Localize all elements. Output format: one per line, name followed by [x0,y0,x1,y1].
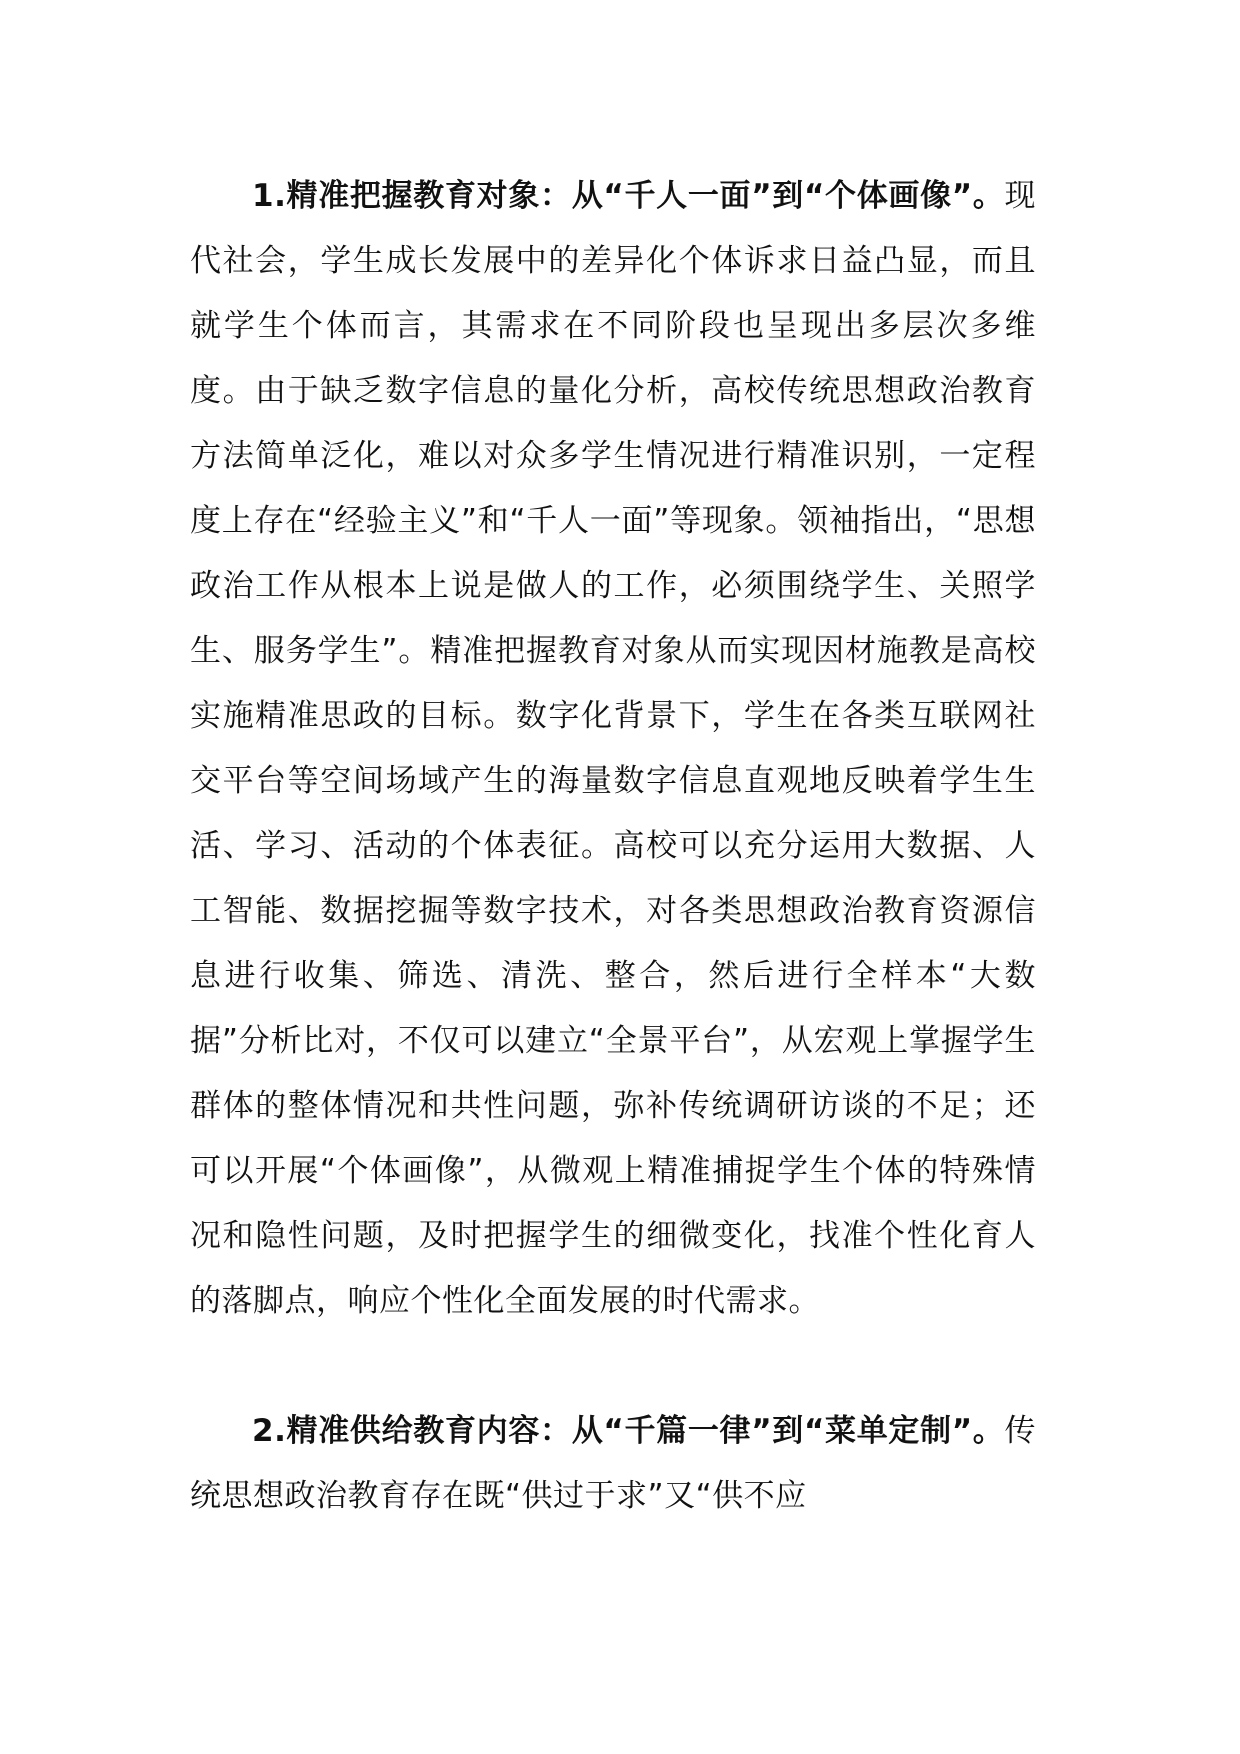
section-heading-1: 1.精准把握教育对象：从“千人一面”到“个体画像”。 [252,178,1005,214]
paragraph-1 [190,164,1036,1334]
document-page [190,164,1036,1529]
section-heading-2: 2.精准供给教育内容：从“千篇一律”到“菜单定制”。 [252,1413,1005,1449]
paragraph-body-2: 传统思想政治教育存在既“供过于求”又“供不应 [190,1413,1036,1514]
paragraph-body-1: 现代社会，学生成长发展中的差异化个体诉求日益凸显，而且就学生个体而言，其需求在不同阶段也呈现出多层次多维度。由于缺乏数字信息的量化分析，高校传统思想政治教育方法简单泛化，难以对众多学生情况进行精准识别，一定程度上存在“经验主义”和“千人一面”等现象。领袖指出，“思想政治工作从根本上说是做人的工作，必须围绕学生、关照学生、服务学生”。精准把握教育对象从而实现因材施教是高校实施精准思政的目标。数字化背景下，学生在各类互联网社交平台等空间场域产生的海量数字信息直观地反映着学生生活、学习、活动的个体表征。高校可以充分运用大数据、人工智能、数据挖掘等数字技术，对各类思想政治教育资源信息进行收集、筛选、清洗、整合，然后进行全样本“大数据”分析比对，不仅可以建立“全景平台”，从宏观上掌握学生群体的整体情况和共性问题，弥补传统调研访谈的不足；还可以开展“个体画像”，从微观上精准捕捉学生个体的特殊情况和隐性问题，及时把握学生的细微变化，找准个性化育人的落脚点，响应个性化全面发展的时代需求。 [190,178,1036,1319]
paragraph-2 [190,1399,1036,1529]
